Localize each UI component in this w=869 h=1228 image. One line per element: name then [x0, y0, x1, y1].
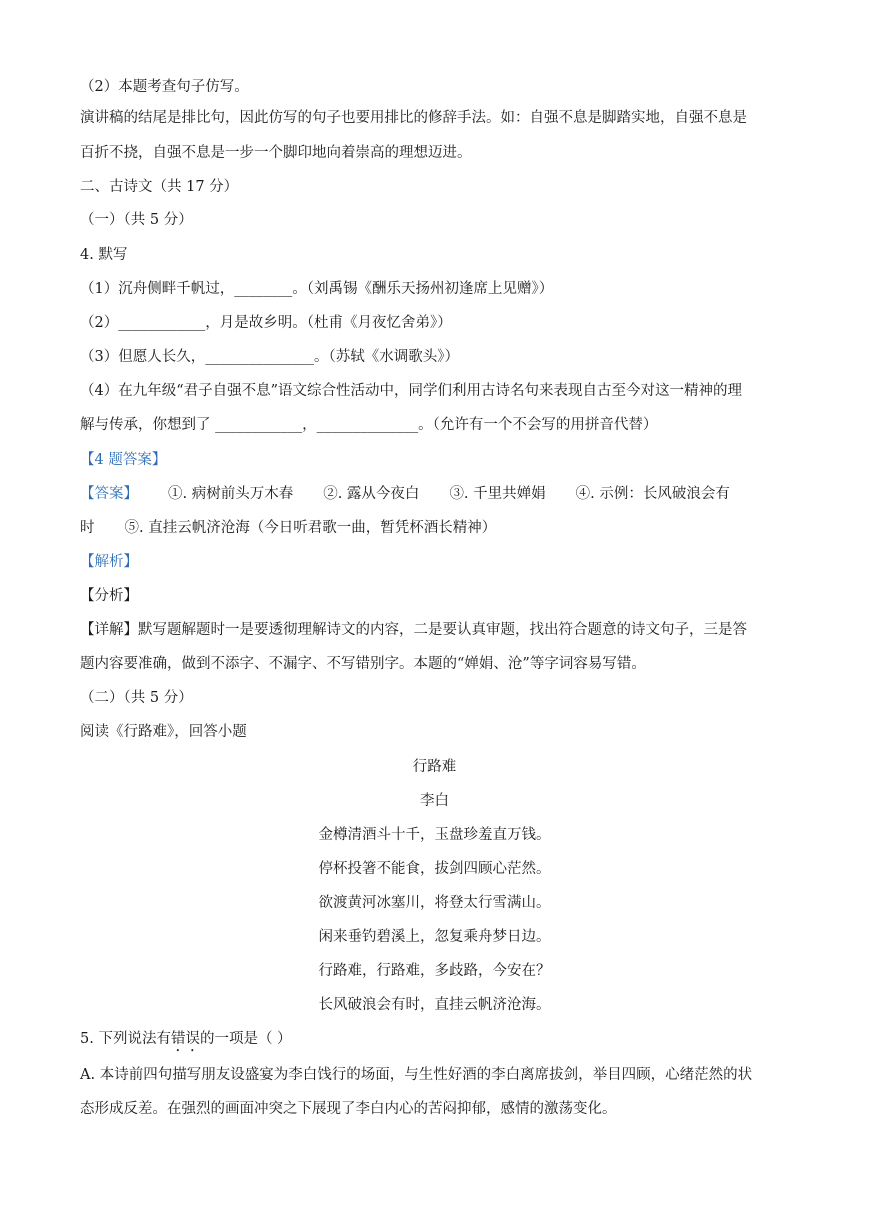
option-a-cont: 态形成反差。在强烈的画面冲突之下展现了李白内心的苦闷抑郁，感情的激荡变化。	[80, 1101, 617, 1117]
question-5-prefix: 5. 下列说法有	[80, 1031, 171, 1047]
poem-author: 李白	[420, 793, 449, 809]
question-4-item-2: （2）____________，月是故乡明。（杜甫《月夜忆舍弟》）	[80, 315, 452, 331]
section-heading: 二、古诗文（共 17 分）	[80, 179, 239, 195]
answer-item-cont: 时	[80, 520, 95, 536]
poem-line: 停杯投箸不能食，拔剑四顾心茫然。	[318, 861, 551, 877]
question-5-suffix: 的一项是（ ）	[199, 1031, 292, 1047]
poem-title: 行路难	[412, 759, 457, 775]
answer-item: ④. 示例：长风破浪会有	[575, 486, 730, 502]
question-5-stem	[80, 1029, 292, 1055]
answer-item: ③. 千里共婵娟	[449, 486, 546, 502]
question-4-item-4: （4）在九年级“君子自强不息”语文综合性活动中，同学们利用古诗名句来表现自古至今对这一精神的理	[80, 383, 743, 399]
detail-explanation-cont: 题内容要准确，做到不添字、不漏字、不写错别字。本题的“婵娟、沧”等字词容易写错。	[80, 656, 646, 672]
sub-answer-2: （2）本题考查句子仿写。	[80, 79, 249, 95]
question-5-emphasis: 错误	[170, 1031, 200, 1047]
answer-item: ①. 病树前头万木春	[168, 486, 294, 502]
answer-label: 【答案】	[80, 486, 138, 502]
subsection-heading: （一）（共 5 分）	[80, 212, 193, 228]
option-a: A. 本诗前四句描写朋友设盛宴为李白饯行的场面，与生性好酒的李白离席拔剑，举目四顾，心绪茫然的状	[80, 1067, 753, 1083]
subsection-heading: （二）（共 5 分）	[80, 690, 193, 706]
poem-line: 金樽清酒斗十千，玉盘珍羞直万钱。	[318, 827, 551, 843]
explanation-line: 百折不挠，自强不息是一步一个脚印地向着崇高的理想迈进。	[80, 145, 472, 161]
answer-item: ②. 露从今夜白	[323, 486, 420, 502]
reading-instruction: 阅读《行路难》，回答小题	[80, 724, 247, 740]
explanation-line: 演讲稿的结尾是排比句，因此仿写的句子也要用排比的修辞手法。如：自强不息是脚踏实地，自强不息是	[80, 110, 747, 126]
analysis-heading: 【解析】	[80, 554, 138, 570]
poem-line: 闲来垂钓碧溪上，忽复乘舟梦日边。	[318, 929, 551, 945]
question-4-item-3: （3）但愿人长久，_______________。（苏轼《水调歌头》）	[80, 349, 459, 365]
answer-item: ⑤. 直挂云帆济沧海（今日听君歌一曲，暂凭杯酒长精神）	[124, 520, 497, 536]
poem-line: 长风破浪会有时，直挂云帆济沧海。	[318, 997, 551, 1013]
question-4-item-4-cont: 解与传承，你想到了 ____________，______________。（允许有一个不会写的用拼音代替）	[80, 417, 658, 433]
question-4-item-1: （1）沉舟侧畔千帆过，________。（刘禹锡《酬乐天扬州初逢席上见赠》）	[80, 281, 554, 297]
question-4-title: 4. 默写	[80, 247, 128, 263]
analysis-subheading: 【分析】	[80, 588, 138, 604]
answer-heading: 【4 题答案】	[80, 452, 167, 468]
detail-explanation: 【详解】默写题解题时一是要透彻理解诗文的内容，二是要认真审题，找出符合题意的诗文句子，三是答	[80, 622, 747, 638]
poem-line: 欲渡黄河冰塞川，将登太行雪满山。	[318, 895, 551, 911]
poem-line: 行路难，行路难，多歧路，今安在？	[318, 963, 551, 979]
answer-line-cont	[80, 518, 496, 538]
answer-line	[80, 484, 730, 504]
